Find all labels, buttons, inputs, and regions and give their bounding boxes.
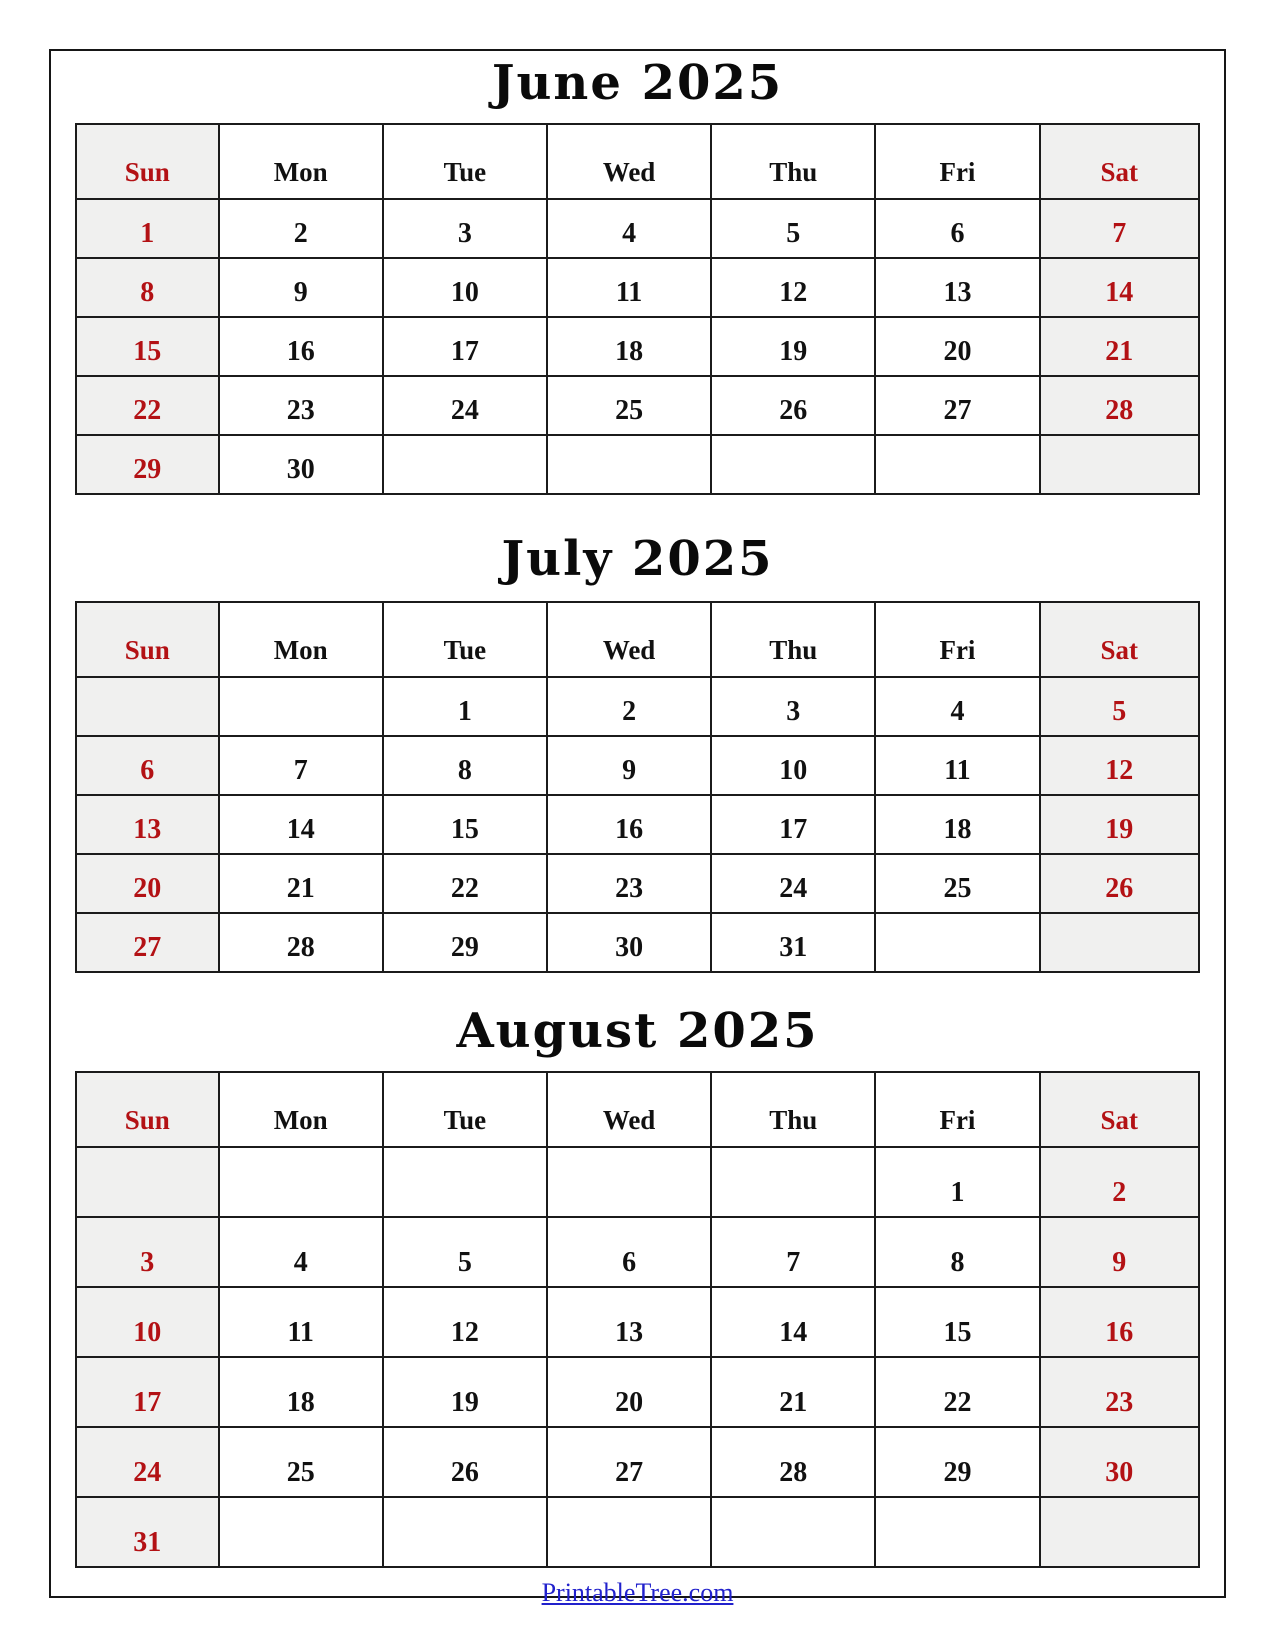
- day-cell: 18: [875, 795, 1039, 854]
- weekday-header-tue: Tue: [383, 602, 547, 677]
- empty-day-cell: [76, 1147, 219, 1217]
- day-cell: 22: [76, 376, 219, 435]
- day-cell: 18: [547, 317, 711, 376]
- day-cell: 20: [875, 317, 1039, 376]
- day-cell: 2: [219, 199, 383, 258]
- day-cell: 21: [711, 1357, 875, 1427]
- day-cell: 14: [1040, 258, 1199, 317]
- week-row: [76, 317, 1199, 376]
- day-cell: 27: [76, 913, 219, 972]
- weekday-header-mon: Mon: [219, 124, 383, 199]
- day-cell: 13: [547, 1287, 711, 1357]
- weekday-header-wed: Wed: [547, 124, 711, 199]
- week-row: [76, 258, 1199, 317]
- day-cell: 6: [547, 1217, 711, 1287]
- weekday-header-sun: Sun: [76, 124, 219, 199]
- day-cell: 14: [219, 795, 383, 854]
- day-cell: 30: [219, 435, 383, 494]
- day-cell: 4: [547, 199, 711, 258]
- day-cell: 25: [875, 854, 1039, 913]
- empty-day-cell: [875, 913, 1039, 972]
- week-row: [76, 1147, 1199, 1217]
- weekday-header-sat: Sat: [1040, 602, 1199, 677]
- day-cell: 2: [547, 677, 711, 736]
- weekday-header-row: [76, 1072, 1199, 1147]
- day-cell: 12: [1040, 736, 1199, 795]
- day-cell: 21: [219, 854, 383, 913]
- day-cell: 30: [547, 913, 711, 972]
- week-row: [76, 736, 1199, 795]
- day-cell: 1: [875, 1147, 1039, 1217]
- weekday-header-fri: Fri: [875, 602, 1039, 677]
- day-cell: 13: [76, 795, 219, 854]
- day-cell: 6: [76, 736, 219, 795]
- day-cell: 10: [711, 736, 875, 795]
- page-border-frame: [49, 49, 1226, 1607]
- day-cell: 5: [1040, 677, 1199, 736]
- day-cell: 5: [383, 1217, 547, 1287]
- empty-day-cell: [219, 677, 383, 736]
- day-cell: 19: [711, 317, 875, 376]
- day-cell: 11: [219, 1287, 383, 1357]
- empty-day-cell: [711, 1147, 875, 1217]
- day-cell: 27: [547, 1427, 711, 1497]
- day-cell: 6: [875, 199, 1039, 258]
- weekday-header-row: [76, 124, 1199, 199]
- day-cell: 5: [711, 199, 875, 258]
- empty-day-cell: [219, 1147, 383, 1217]
- empty-day-cell: [1040, 1497, 1199, 1567]
- day-cell: 12: [711, 258, 875, 317]
- day-cell: 19: [1040, 795, 1199, 854]
- printabletree-link[interactable]: PrintableTree.com: [541, 1578, 734, 1607]
- day-cell: 1: [76, 199, 219, 258]
- empty-day-cell: [547, 1147, 711, 1217]
- week-row: [76, 1427, 1199, 1497]
- day-cell: 20: [547, 1357, 711, 1427]
- empty-day-cell: [875, 1497, 1039, 1567]
- week-row: [76, 1217, 1199, 1287]
- empty-day-cell: [547, 435, 711, 494]
- day-cell: 31: [76, 1497, 219, 1567]
- empty-day-cell: [1040, 913, 1199, 972]
- weekday-header-wed: Wed: [547, 602, 711, 677]
- day-cell: 8: [875, 1217, 1039, 1287]
- day-cell: 22: [875, 1357, 1039, 1427]
- day-cell: 8: [383, 736, 547, 795]
- week-row: [76, 913, 1199, 972]
- weekday-header-sun: Sun: [76, 1072, 219, 1147]
- day-cell: 17: [711, 795, 875, 854]
- day-cell: 28: [711, 1427, 875, 1497]
- day-cell: 24: [711, 854, 875, 913]
- day-cell: 4: [219, 1217, 383, 1287]
- day-cell: 15: [875, 1287, 1039, 1357]
- day-cell: 22: [383, 854, 547, 913]
- day-cell: 16: [547, 795, 711, 854]
- empty-day-cell: [875, 435, 1039, 494]
- weekday-header-thu: Thu: [711, 1072, 875, 1147]
- week-row: [76, 1497, 1199, 1567]
- day-cell: 20: [76, 854, 219, 913]
- day-cell: 16: [219, 317, 383, 376]
- day-cell: 1: [383, 677, 547, 736]
- july-calendar-table: [75, 601, 1200, 973]
- month-title-august: August 2025: [456, 1003, 819, 1059]
- day-cell: 10: [383, 258, 547, 317]
- day-cell: 7: [711, 1217, 875, 1287]
- empty-day-cell: [547, 1497, 711, 1567]
- day-cell: 17: [383, 317, 547, 376]
- day-cell: 23: [547, 854, 711, 913]
- day-cell: 24: [383, 376, 547, 435]
- weekday-header-mon: Mon: [219, 1072, 383, 1147]
- footer: [75, 1578, 1200, 1608]
- weekday-header-fri: Fri: [875, 124, 1039, 199]
- week-row: [76, 435, 1199, 494]
- weekday-header-sat: Sat: [1040, 124, 1199, 199]
- week-row: [76, 854, 1199, 913]
- day-cell: 27: [875, 376, 1039, 435]
- day-cell: 9: [547, 736, 711, 795]
- day-cell: 17: [76, 1357, 219, 1427]
- day-cell: 15: [383, 795, 547, 854]
- weekday-header-fri: Fri: [875, 1072, 1039, 1147]
- day-cell: 29: [875, 1427, 1039, 1497]
- day-cell: 2: [1040, 1147, 1199, 1217]
- day-cell: 11: [547, 258, 711, 317]
- empty-day-cell: [711, 435, 875, 494]
- week-row: [76, 376, 1199, 435]
- day-cell: 26: [383, 1427, 547, 1497]
- week-row: [76, 1287, 1199, 1357]
- week-row: [76, 795, 1199, 854]
- day-cell: 26: [711, 376, 875, 435]
- day-cell: 29: [383, 913, 547, 972]
- day-cell: 25: [547, 376, 711, 435]
- empty-day-cell: [383, 435, 547, 494]
- day-cell: 14: [711, 1287, 875, 1357]
- june-calendar-table: [75, 123, 1200, 495]
- weekday-header-row: [76, 602, 1199, 677]
- empty-day-cell: [219, 1497, 383, 1567]
- august-calendar-table: [75, 1071, 1200, 1568]
- day-cell: 3: [711, 677, 875, 736]
- empty-day-cell: [383, 1147, 547, 1217]
- day-cell: 25: [219, 1427, 383, 1497]
- empty-day-cell: [383, 1497, 547, 1567]
- day-cell: 28: [1040, 376, 1199, 435]
- weekday-header-thu: Thu: [711, 124, 875, 199]
- weekday-header-wed: Wed: [547, 1072, 711, 1147]
- day-cell: 4: [875, 677, 1039, 736]
- week-row: [76, 199, 1199, 258]
- day-cell: 30: [1040, 1427, 1199, 1497]
- week-row: [76, 1357, 1199, 1427]
- day-cell: 9: [1040, 1217, 1199, 1287]
- day-cell: 10: [76, 1287, 219, 1357]
- day-cell: 19: [383, 1357, 547, 1427]
- day-cell: 24: [76, 1427, 219, 1497]
- weekday-header-thu: Thu: [711, 602, 875, 677]
- empty-day-cell: [1040, 435, 1199, 494]
- day-cell: 11: [875, 736, 1039, 795]
- weekday-header-sat: Sat: [1040, 1072, 1199, 1147]
- weekday-header-tue: Tue: [383, 1072, 547, 1147]
- day-cell: 7: [1040, 199, 1199, 258]
- day-cell: 7: [219, 736, 383, 795]
- day-cell: 23: [1040, 1357, 1199, 1427]
- month-title-july: July 2025: [501, 531, 774, 587]
- day-cell: 23: [219, 376, 383, 435]
- day-cell: 8: [76, 258, 219, 317]
- day-cell: 18: [219, 1357, 383, 1427]
- day-cell: 12: [383, 1287, 547, 1357]
- week-row: [76, 677, 1199, 736]
- day-cell: 21: [1040, 317, 1199, 376]
- day-cell: 26: [1040, 854, 1199, 913]
- empty-day-cell: [711, 1497, 875, 1567]
- day-cell: 3: [383, 199, 547, 258]
- weekday-header-sun: Sun: [76, 602, 219, 677]
- weekday-header-mon: Mon: [219, 602, 383, 677]
- month-title-june: June 2025: [491, 55, 784, 111]
- day-cell: 9: [219, 258, 383, 317]
- day-cell: 29: [76, 435, 219, 494]
- day-cell: 31: [711, 913, 875, 972]
- day-cell: 15: [76, 317, 219, 376]
- day-cell: 3: [76, 1217, 219, 1287]
- day-cell: 16: [1040, 1287, 1199, 1357]
- day-cell: 28: [219, 913, 383, 972]
- day-cell: 13: [875, 258, 1039, 317]
- empty-day-cell: [76, 677, 219, 736]
- weekday-header-tue: Tue: [383, 124, 547, 199]
